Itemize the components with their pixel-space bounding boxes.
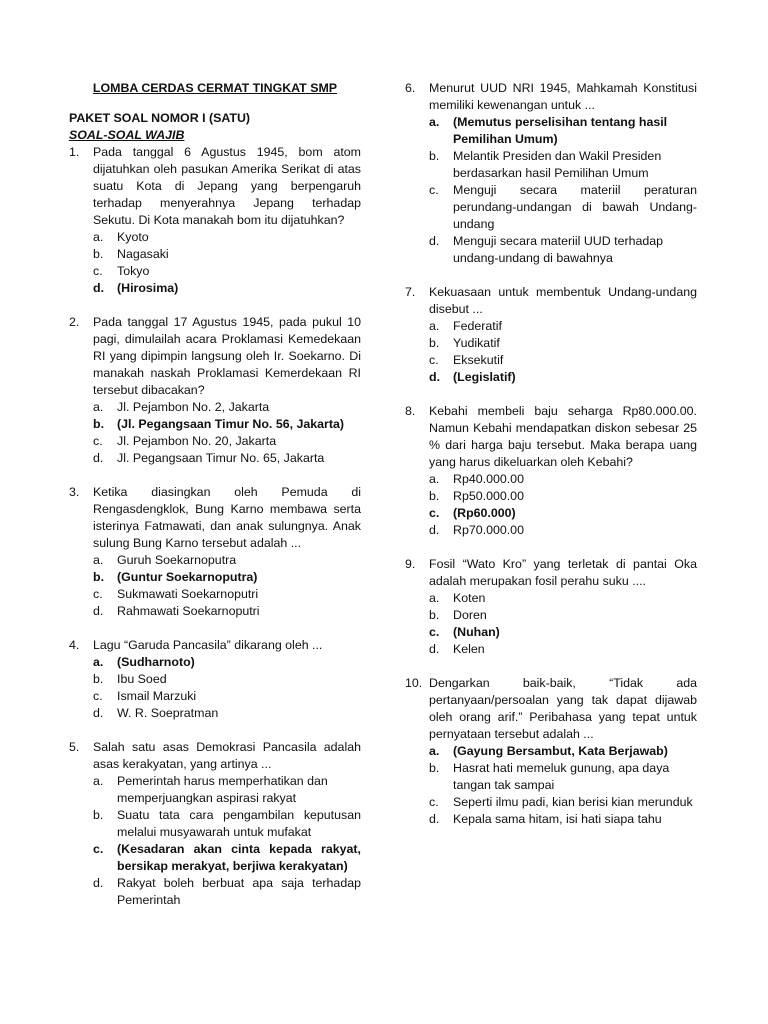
option-letter: d. bbox=[93, 706, 104, 720]
option bbox=[93, 705, 361, 722]
question-10 bbox=[405, 675, 697, 743]
option-letter: d. bbox=[429, 370, 441, 384]
option bbox=[93, 246, 361, 263]
option-text: (Nuhan) bbox=[453, 625, 500, 639]
option-letter: a. bbox=[93, 774, 104, 788]
option bbox=[429, 233, 697, 267]
question-number: 8. bbox=[405, 404, 416, 418]
option-text: Ibu Soed bbox=[117, 672, 167, 686]
option-letter: a. bbox=[429, 744, 440, 758]
option-letter: a. bbox=[429, 472, 440, 486]
option-letter: a. bbox=[93, 400, 104, 414]
option-text: (Legislatif) bbox=[453, 370, 516, 384]
option-text: Yudikatif bbox=[453, 336, 500, 350]
question-number: 5. bbox=[69, 740, 80, 754]
option-text: Sukmawati Soekarnoputri bbox=[117, 587, 259, 601]
option-answer bbox=[93, 416, 361, 433]
option-text: (Hirosima) bbox=[117, 281, 179, 295]
option-letter: a. bbox=[429, 591, 440, 605]
option-text: Melantik Presiden dan Wakil Presiden berdasarkan hasil Pemilihan Umum bbox=[453, 149, 662, 180]
question-text: Dengarkan baik-baik, “Tidak ada pertanyaan/persoalan yang tak dapat dijawab oleh orang arif.” Peribahasa yang tepat untuk pernyataan tersebut adalah ... bbox=[429, 676, 697, 741]
option bbox=[429, 522, 697, 539]
question-1 bbox=[69, 144, 361, 229]
option-letter: c. bbox=[93, 689, 103, 703]
question-5 bbox=[69, 739, 361, 773]
option-answer bbox=[429, 114, 697, 148]
question-text: Pada tanggal 6 Agustus 1945, bom atom dijatuhkan oleh pasukan Amerika Serikat di atas suatu Kota di Jepang yang berpengaruh terhadap menyerahnya Jepang terhadap Sekutu. Di Kota manakah bom itu dijatuhkan? bbox=[93, 145, 361, 227]
page-title: LOMBA CERDAS CERMAT TINGKAT SMP bbox=[92, 81, 338, 95]
option-text: Rakyat boleh berbuat apa saja terhadap Pemerintah bbox=[117, 876, 361, 907]
option-letter: d. bbox=[93, 604, 104, 618]
question-text: Lagu “Garuda Pancasila” dikarang oleh ... bbox=[93, 638, 323, 652]
option-answer bbox=[429, 369, 697, 386]
option-text: Rp70.000.00 bbox=[453, 523, 524, 537]
option bbox=[429, 182, 697, 233]
option bbox=[93, 773, 361, 807]
option bbox=[93, 875, 361, 909]
option-text: Suatu tata cara pengambilan keputusan melalui musyawarah untuk mufakat bbox=[117, 808, 361, 839]
question-text: Pada tanggal 17 Agustus 1945, pada pukul 10 pagi, dimulailah acara Proklamasi Kemedekaan RI yang dipimpin langsung oleh Ir. Soekarno. Di manakah naskah Proklamasi Kemerdekaan RI tersebut dibacakan? bbox=[93, 315, 361, 397]
option-text: Menguji secara materiil UUD terhadap undang-undang di bawahnya bbox=[453, 234, 664, 265]
option-letter: c. bbox=[429, 183, 439, 197]
option-letter: b. bbox=[93, 808, 104, 822]
question-block bbox=[69, 484, 361, 620]
option-answer bbox=[429, 624, 697, 641]
option bbox=[429, 641, 697, 658]
option bbox=[429, 148, 697, 182]
option-letter: b. bbox=[429, 489, 440, 503]
option-text: Kelen bbox=[453, 642, 485, 656]
option-answer bbox=[93, 841, 361, 875]
question-text: Fosil “Wato Kro” yang terletak di pantai Oka adalah merupakan fosil perahu suku .... bbox=[429, 557, 697, 588]
question-number: 7. bbox=[405, 285, 416, 299]
option-text: Menguji secara materiil peraturan perundang-undangan di bawah Undang-undang bbox=[453, 183, 697, 231]
option-letter: c. bbox=[429, 625, 440, 639]
option-text: Guruh Soekarnoputra bbox=[117, 553, 237, 567]
option bbox=[429, 760, 697, 794]
question-block bbox=[69, 637, 361, 722]
option-answer bbox=[429, 743, 697, 760]
option-letter: a. bbox=[93, 655, 104, 669]
option bbox=[429, 488, 697, 505]
question-9 bbox=[405, 556, 697, 590]
option-letter: d. bbox=[429, 642, 440, 656]
option-letter: a. bbox=[93, 230, 104, 244]
question-block bbox=[405, 284, 697, 386]
option bbox=[93, 688, 361, 705]
option-letter: d. bbox=[429, 812, 440, 826]
option-letter: b. bbox=[429, 336, 440, 350]
question-7 bbox=[405, 284, 697, 318]
question-number: 4. bbox=[69, 638, 80, 652]
option-text: Rp50.000.00 bbox=[453, 489, 524, 503]
option-letter: b. bbox=[429, 761, 440, 775]
section-title: SOAL-SOAL WAJIB bbox=[69, 128, 185, 142]
option-letter: c. bbox=[93, 842, 104, 856]
option-answer bbox=[93, 569, 361, 586]
question-2 bbox=[69, 314, 361, 399]
question-text: Menurut UUD NRI 1945, Mahkamah Konstitusi memiliki kewenangan untuk ... bbox=[429, 81, 697, 112]
option-answer bbox=[93, 280, 361, 297]
question-block bbox=[69, 144, 361, 297]
option bbox=[429, 335, 697, 352]
option bbox=[93, 450, 361, 467]
option bbox=[429, 352, 697, 369]
option-text: (Memutus perselisihan tentang hasil Pemilihan Umum) bbox=[453, 115, 668, 146]
option-text: Rahmawati Soekarnoputri bbox=[117, 604, 260, 618]
option-letter: d. bbox=[93, 876, 104, 890]
option bbox=[93, 671, 361, 688]
option-text: Nagasaki bbox=[117, 247, 169, 261]
question-number: 10. bbox=[405, 676, 423, 690]
option bbox=[429, 471, 697, 488]
question-number: 3. bbox=[69, 485, 80, 499]
option-text: (Gayung Bersambut, Kata Berjawab) bbox=[453, 744, 668, 758]
question-block bbox=[69, 739, 361, 909]
option-letter: b. bbox=[93, 672, 104, 686]
option-text: (Guntur Soekarnoputra) bbox=[117, 570, 258, 584]
option-text: Ismail Marzuki bbox=[117, 689, 197, 703]
question-4 bbox=[69, 637, 361, 654]
question-block bbox=[405, 556, 697, 658]
option-text: (Rp60.000) bbox=[453, 506, 516, 520]
option-letter: b. bbox=[93, 417, 105, 431]
option-letter: c. bbox=[93, 264, 103, 278]
option-text: Doren bbox=[453, 608, 487, 622]
option-text: Pemerintah harus memperhatikan dan memperjuangkan aspirasi rakyat bbox=[117, 774, 328, 805]
question-block bbox=[405, 675, 697, 828]
option-answer bbox=[93, 654, 361, 671]
option bbox=[93, 807, 361, 841]
option bbox=[93, 399, 361, 416]
left-column bbox=[69, 80, 361, 909]
option-text: Koten bbox=[453, 591, 486, 605]
option-text: Eksekutif bbox=[453, 353, 504, 367]
option-letter: b. bbox=[93, 247, 104, 261]
option-text: Rp40.000.00 bbox=[453, 472, 524, 486]
option-text: Jl. Pegangsaan Timur No. 65, Jakarta bbox=[117, 451, 325, 465]
question-block bbox=[69, 314, 361, 467]
question-number: 6. bbox=[405, 81, 416, 95]
option bbox=[93, 603, 361, 620]
question-block bbox=[405, 403, 697, 539]
question-number: 9. bbox=[405, 557, 416, 571]
option bbox=[93, 433, 361, 450]
option bbox=[429, 794, 697, 811]
option-text: (Sudharnoto) bbox=[117, 655, 195, 669]
option bbox=[429, 318, 697, 335]
option-letter: c. bbox=[93, 587, 103, 601]
question-number: 2. bbox=[69, 315, 80, 329]
option-letter: a. bbox=[93, 553, 104, 567]
option-text: Federatif bbox=[453, 319, 502, 333]
option-text: Tokyo bbox=[117, 264, 150, 278]
option-text: Jl. Pejambon No. 2, Jakarta bbox=[117, 400, 270, 414]
question-text: Ketika diasingkan oleh Pemuda di Rengasdengklok, Bung Karno membawa serta isterinya Fatmawati, dan anak sulungnya. Anak sulung Bung Karno tersebut adalah ... bbox=[93, 485, 361, 550]
option-letter: a. bbox=[429, 115, 440, 129]
option-letter: d. bbox=[93, 281, 105, 295]
question-number: 1. bbox=[69, 145, 80, 159]
option bbox=[93, 586, 361, 603]
question-text: Kebahi membeli baju seharga Rp80.000.00. Namun Kebahi mendapatkan diskon sebesar 25 % dari harga baju tersebut. Maka berapa uang yang harus dikeluarkan oleh Kebahi? bbox=[429, 404, 697, 469]
package-title: PAKET SOAL NOMOR I (SATU) bbox=[69, 111, 251, 125]
option-letter: c. bbox=[429, 506, 440, 520]
option-text: W. R. Soepratman bbox=[117, 706, 219, 720]
question-8 bbox=[405, 403, 697, 471]
option-letter: c. bbox=[93, 434, 103, 448]
option-letter: d. bbox=[93, 451, 104, 465]
option-text: (Kesadaran akan cinta kepada rakyat, bersikap merakyat, berjiwa kerakyatan) bbox=[117, 842, 361, 873]
option bbox=[93, 229, 361, 246]
option-letter: b. bbox=[93, 570, 105, 584]
option-text: Jl. Pejambon No. 20, Jakarta bbox=[117, 434, 277, 448]
option-letter: c. bbox=[429, 353, 439, 367]
question-6 bbox=[405, 80, 697, 114]
option-letter: a. bbox=[429, 319, 440, 333]
option-letter: d. bbox=[429, 234, 440, 248]
option-letter: c. bbox=[429, 795, 439, 809]
question-text: Salah satu asas Demokrasi Pancasila adalah asas kerakyatan, yang artinya ... bbox=[93, 740, 361, 771]
option-answer bbox=[429, 505, 697, 522]
question-3 bbox=[69, 484, 361, 552]
option bbox=[93, 263, 361, 280]
question-text: Kekuasaan untuk membentuk Undang-undang disebut ... bbox=[429, 285, 697, 316]
option bbox=[429, 607, 697, 624]
right-column bbox=[405, 80, 697, 828]
option-letter: b. bbox=[429, 608, 440, 622]
option-text: Kepala sama hitam, isi hati siapa tahu bbox=[453, 812, 662, 826]
option-text: (Jl. Pegangsaan Timur No. 56, Jakarta) bbox=[117, 417, 345, 431]
option-letter: b. bbox=[429, 149, 440, 163]
option-text: Seperti ilmu padi, kian berisi kian merunduk bbox=[453, 795, 693, 809]
option bbox=[93, 552, 361, 569]
option bbox=[429, 590, 697, 607]
option bbox=[429, 811, 697, 828]
option-letter: d. bbox=[429, 523, 440, 537]
option-text: Kyoto bbox=[117, 230, 149, 244]
option-text: Hasrat hati memeluk gunung, apa daya tangan tak sampai bbox=[453, 761, 670, 792]
question-block bbox=[405, 80, 697, 267]
